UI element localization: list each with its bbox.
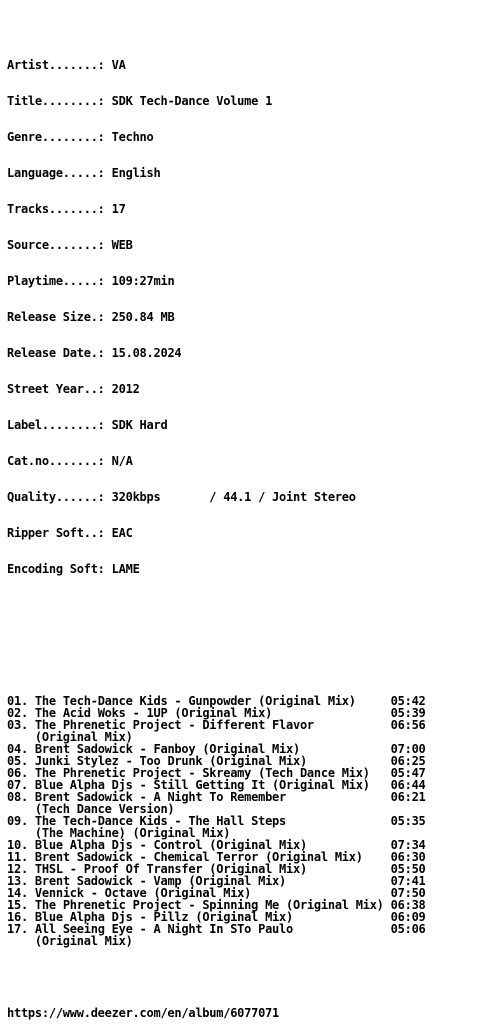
track-duration: 06:56 xyxy=(390,718,426,732)
meta-value: 2012 xyxy=(111,382,140,396)
track-padding xyxy=(286,790,391,804)
track-duration: 07:41 xyxy=(390,874,426,888)
track-padding xyxy=(293,922,391,936)
meta-value: N/A xyxy=(111,454,133,468)
track-number: 13. xyxy=(7,874,28,888)
meta-row xyxy=(7,491,489,503)
release-info xyxy=(7,35,489,599)
meta-row xyxy=(7,59,489,71)
track-number: 16. xyxy=(7,910,28,924)
track-title-cont: (The Machine) (Original Mix) xyxy=(34,826,231,840)
track-number: 11. xyxy=(7,850,28,864)
track-duration: 05:06 xyxy=(390,922,426,936)
track-title: Blue Alpha Djs - Control (Original Mix) xyxy=(34,838,307,852)
track-duration: 06:30 xyxy=(390,850,426,864)
track-title: Vennick - Octave (Original Mix) xyxy=(34,886,252,900)
meta-value: VA xyxy=(111,58,126,72)
track-number: 14. xyxy=(7,886,28,900)
meta-row xyxy=(7,203,489,215)
track-duration: 05:39 xyxy=(390,706,426,720)
track-number: 10. xyxy=(7,838,28,852)
meta-label: Encoding Soft: xyxy=(7,562,105,576)
meta-value: LAME xyxy=(111,562,140,576)
meta-value: 15.08.2024 xyxy=(111,346,182,360)
track-duration: 07:00 xyxy=(390,742,426,756)
track-duration: 07:50 xyxy=(390,886,426,900)
meta-label: Title........: xyxy=(7,94,105,108)
track-title: The Phrenetic Project - Skreamy (Tech Dance Mix) xyxy=(34,766,370,780)
track-title: THSL - Proof Of Transfer (Original Mix) xyxy=(34,862,307,876)
track-title-continuation xyxy=(7,935,489,947)
meta-value: 109:27min xyxy=(111,274,175,288)
track-title: The Tech-Dance Kids - Gunpowder (Original Mix) xyxy=(34,694,356,708)
track-duration: 05:47 xyxy=(390,766,426,780)
track-number: 17. xyxy=(7,922,28,936)
meta-value: English xyxy=(111,166,161,180)
tracklist xyxy=(7,695,489,947)
track-duration: 07:34 xyxy=(390,838,426,852)
meta-label: Quality......: xyxy=(7,490,105,504)
track-duration: 06:38 xyxy=(390,898,426,912)
meta-row xyxy=(7,347,489,359)
track-number: 04. xyxy=(7,742,28,756)
track-title-cont: (Original Mix) xyxy=(34,934,133,948)
track-title: The Phrenetic Project - Spinning Me (Original Mix) xyxy=(34,898,384,912)
meta-value: 320kbps / 44.1 / Joint Stereo xyxy=(111,490,356,504)
meta-row xyxy=(7,419,489,431)
meta-value: SDK Hard xyxy=(111,418,168,432)
track-title: Brent Sadowick - Fanboy (Original Mix) xyxy=(34,742,300,756)
meta-row xyxy=(7,383,489,395)
meta-label: Ripper Soft..: xyxy=(7,526,105,540)
track-number: 08. xyxy=(7,790,28,804)
meta-label: Label........: xyxy=(7,418,105,432)
track-number: 03. xyxy=(7,718,28,732)
track-number: 01. xyxy=(7,694,28,708)
meta-value: EAC xyxy=(111,526,133,540)
track-duration: 05:42 xyxy=(390,694,426,708)
meta-label: Language.....: xyxy=(7,166,105,180)
meta-value: WEB xyxy=(111,238,133,252)
meta-row xyxy=(7,95,489,107)
meta-row xyxy=(7,239,489,251)
track-duration: 06:44 xyxy=(390,778,426,792)
meta-row xyxy=(7,131,489,143)
meta-row xyxy=(7,527,489,539)
track-title: Blue Alpha Djs - Still Getting It (Original Mix) xyxy=(34,778,370,792)
meta-label: Playtime.....: xyxy=(7,274,105,288)
track-title-cont: (Tech Dance Version) xyxy=(34,802,175,816)
track-title: Junki Stylez - Too Drunk (Original Mix) xyxy=(34,754,307,768)
meta-value: 250.84 MB xyxy=(111,310,175,324)
meta-value: Techno xyxy=(111,130,154,144)
nfo-text xyxy=(7,11,489,1031)
meta-label: Source.......: xyxy=(7,238,105,252)
track-title: Brent Sadowick - Chemical Terror (Original Mix) xyxy=(34,850,363,864)
meta-label: Street Year..: xyxy=(7,382,105,396)
spacer xyxy=(7,659,489,671)
track-title: The Acid Woks - 1UP (Original Mix) xyxy=(34,706,273,720)
track-duration: 05:35 xyxy=(390,814,426,828)
track-number: 09. xyxy=(7,814,28,828)
meta-row xyxy=(7,455,489,467)
track-duration: 06:25 xyxy=(390,754,426,768)
meta-label: Release Date.: xyxy=(7,346,105,360)
track-title: All Seeing Eye - A Night In STo Paulo xyxy=(34,922,293,936)
track-number: 05. xyxy=(7,754,28,768)
spacer xyxy=(7,623,489,635)
track-number: 12. xyxy=(7,862,28,876)
meta-row xyxy=(7,167,489,179)
track-title: Blue Alpha Djs - Pillz (Original Mix) xyxy=(34,910,293,924)
track-title: Brent Sadowick - A Night To Remember xyxy=(34,790,287,804)
spacer xyxy=(7,971,489,983)
meta-label: Release Size.: xyxy=(7,310,105,324)
track-title: The Tech-Dance Kids - The Hall Steps xyxy=(34,814,287,828)
meta-label: Artist.......: xyxy=(7,58,105,72)
meta-row xyxy=(7,563,489,575)
meta-label: Cat.no.......: xyxy=(7,454,105,468)
track-duration: 06:21 xyxy=(390,790,426,804)
track-number: 15. xyxy=(7,898,28,912)
track-duration: 06:09 xyxy=(390,910,426,924)
track-number: 07. xyxy=(7,778,28,792)
meta-row xyxy=(7,311,489,323)
track-title: The Phrenetic Project - Different Flavor xyxy=(34,718,314,732)
track-duration: 05:50 xyxy=(390,862,426,876)
track-padding xyxy=(286,814,391,828)
track-padding xyxy=(314,718,391,732)
track-number: 06. xyxy=(7,766,28,780)
meta-value: SDK Tech-Dance Volume 1 xyxy=(111,94,273,108)
album-url: https://www.deezer.com/en/album/6077071 xyxy=(7,1006,280,1020)
track-title: Brent Sadowick - Vamp (Original Mix) xyxy=(34,874,287,888)
meta-value: 17 xyxy=(111,202,126,216)
track-number: 02. xyxy=(7,706,28,720)
track-title-cont: (Original Mix) xyxy=(34,730,133,744)
meta-row xyxy=(7,275,489,287)
meta-label: Genre........: xyxy=(7,130,105,144)
meta-label: Tracks.......: xyxy=(7,202,105,216)
